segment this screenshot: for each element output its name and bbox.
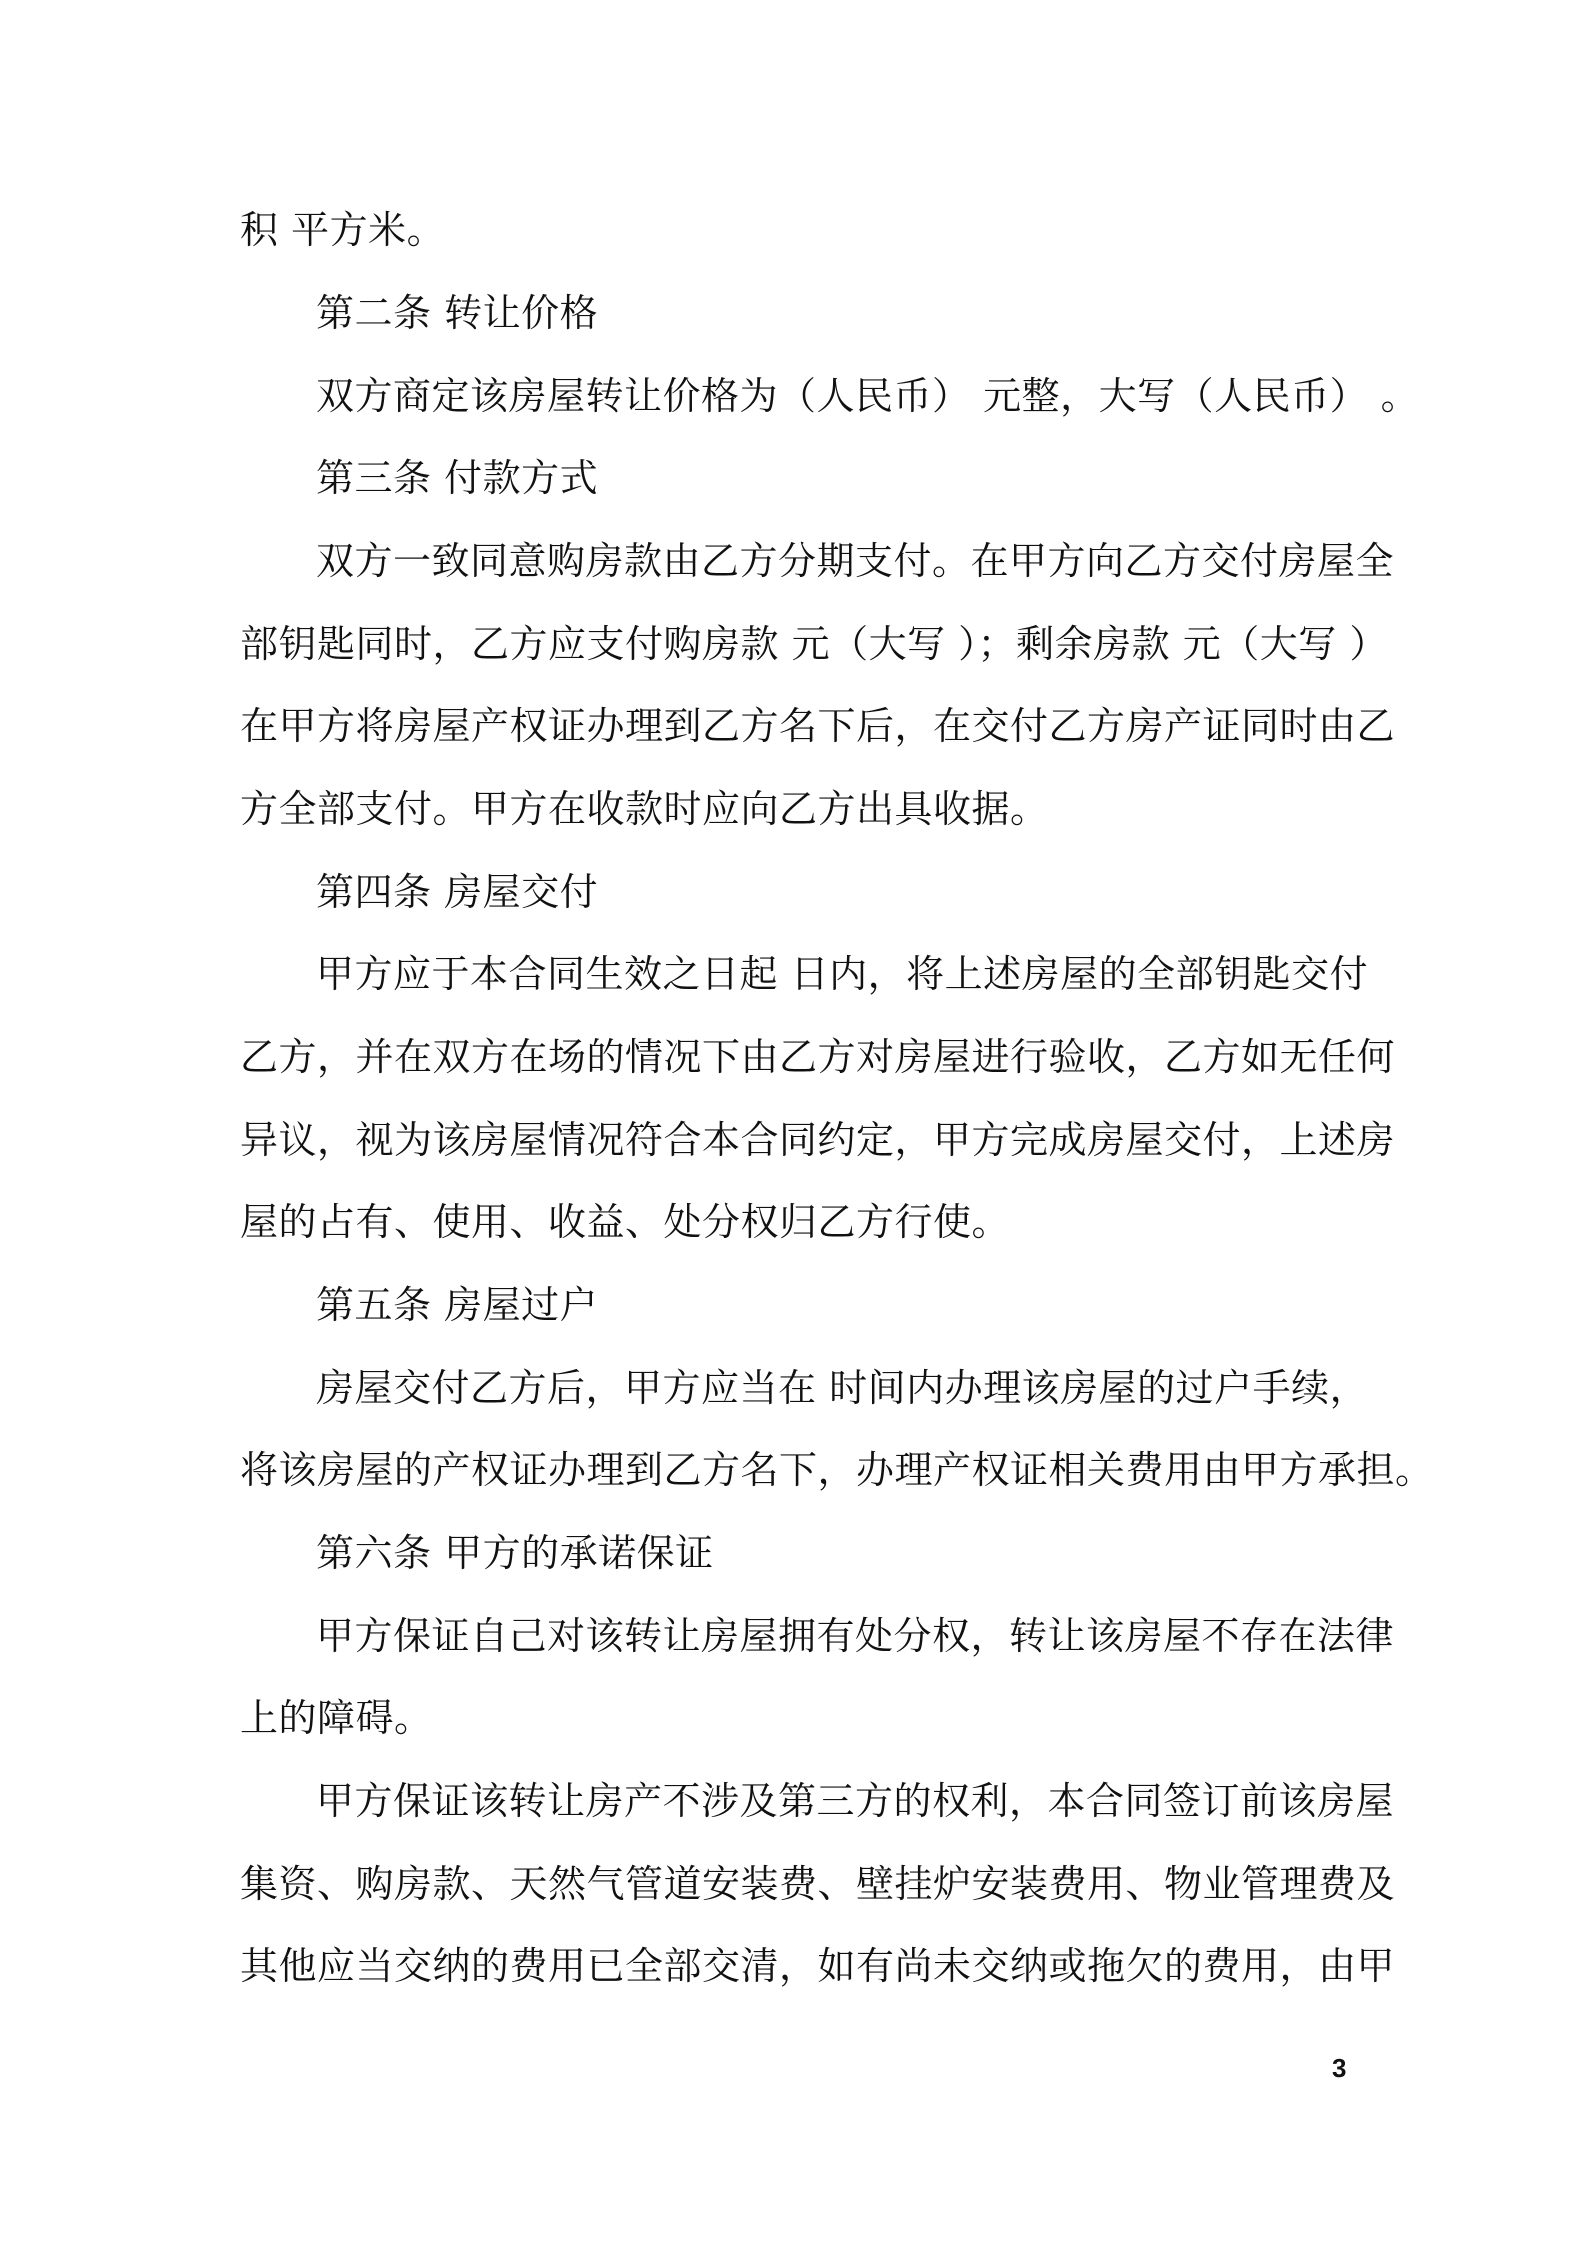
text-line: 在甲方将房屋产权证办理到乙方名下后，在交付乙方房产证同时由乙 [240, 704, 1396, 748]
section-heading: 第三条 付款方式 [316, 456, 599, 500]
text-line: 集资、购房款、天然气管道安装费、壁挂炉安装费用、物业管理费及 [240, 1862, 1396, 1906]
text-line: 其他应当交纳的费用已全部交清，如有尚未交纳或拖欠的费用，由甲 [240, 1944, 1396, 1988]
text-line: 上的障碍。 [240, 1696, 433, 1740]
section-heading: 第二条 转让价格 [316, 291, 599, 335]
text-line: 方全部支付。甲方在收款时应向乙方出具收据。 [240, 787, 1049, 831]
section-heading: 第五条 房屋过户 [316, 1283, 599, 1327]
text-line: 积 平方米。 [240, 208, 446, 252]
text-line: 房屋交付乙方后，甲方应当在 时间内办理该房屋的过户手续， [316, 1366, 1369, 1410]
text-line: 甲方保证自己对该转让房屋拥有处分权，转让该房屋不存在法律 [316, 1614, 1395, 1658]
text-line: 甲方应于本合同生效之日起 日内，将上述房屋的全部钥匙交付 [316, 952, 1369, 996]
text-line: 屋的占有、使用、收益、处分权归乙方行使。 [240, 1200, 1011, 1244]
text-line: 双方商定该房屋转让价格为（人民币） 元整，大写（人民币） 。 [316, 374, 1420, 418]
text-line: 乙方，并在双方在场的情况下由乙方对房屋进行验收，乙方如无任何 [240, 1035, 1396, 1079]
text-line: 双方一致同意购房款由乙方分期支付。在甲方向乙方交付房屋全 [316, 539, 1395, 583]
text-line: 将该房屋的产权证办理到乙方名下，办理产权证相关费用由甲方承担。 [240, 1448, 1434, 1492]
text-line: 甲方保证该转让房产不涉及第三方的权利，本合同签订前该房屋 [316, 1779, 1395, 1823]
section-heading: 第四条 房屋交付 [316, 870, 599, 914]
section-heading: 第六条 甲方的承诺保证 [316, 1531, 714, 1575]
text-line: 部钥匙同时，乙方应支付购房款 元（大写 ）；剩余房款 元（大写 ） [240, 622, 1388, 666]
text-line: 异议，视为该房屋情况符合本合同约定，甲方完成房屋交付，上述房 [240, 1118, 1396, 1162]
page-number: 3 [1332, 2053, 1347, 2083]
